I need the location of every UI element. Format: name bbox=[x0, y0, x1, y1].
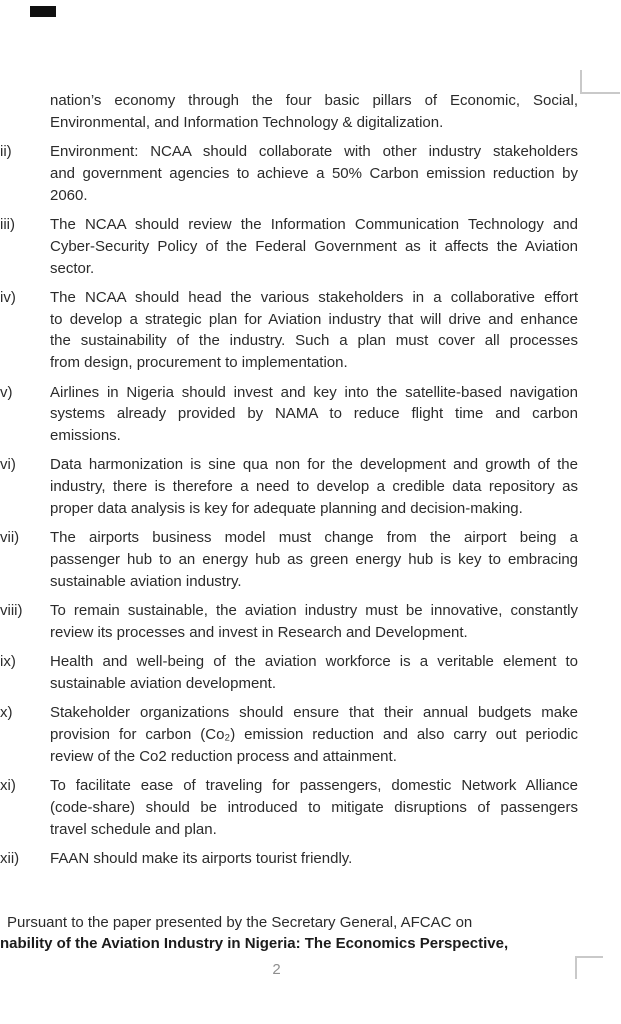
text-line: provision for carbon (Co₂) emission reduction and also carry out periodic bbox=[50, 726, 578, 744]
text-line: to develop a strategic plan for Aviation industry that will drive and enhance bbox=[50, 310, 578, 328]
text-line: sustainable aviation development. bbox=[50, 675, 276, 693]
list-item-numeral: ii) bbox=[0, 143, 12, 161]
text-line: review its processes and invest in Research and Development. bbox=[50, 624, 468, 642]
list-item-numeral: x) bbox=[0, 704, 13, 722]
text-line: and government agencies to achieve a 50% Carbon emission reduction by bbox=[50, 164, 578, 182]
text-line: Health and well-being of the aviation workforce is a veritable element to bbox=[50, 653, 578, 671]
list-item-numeral: iii) bbox=[0, 215, 15, 233]
list-item bbox=[0, 141, 578, 206]
text-line: Cyber-Security Policy of the Federal Government as it affects the Aviation bbox=[50, 237, 578, 255]
list-item-text bbox=[50, 775, 578, 840]
list-item-text bbox=[50, 287, 578, 374]
list-item-text bbox=[50, 214, 578, 279]
text-line: 2060. bbox=[50, 186, 88, 204]
text-line: travel schedule and plan. bbox=[50, 820, 217, 838]
list-item bbox=[0, 848, 578, 870]
text-line: To facilitate ease of traveling for passengers, domestic Network Alliance bbox=[50, 777, 578, 795]
list-item-text bbox=[50, 600, 578, 644]
text-line: Environment: NCAA should collaborate with other industry stakeholders bbox=[50, 143, 578, 161]
list-item-text bbox=[50, 651, 578, 695]
list-item-numeral: v) bbox=[0, 383, 13, 401]
list-item bbox=[0, 775, 578, 840]
list-item-text bbox=[50, 454, 578, 519]
list-item-numeral: ix) bbox=[0, 653, 16, 671]
text-line: To remain sustainable, the aviation industry must be innovative, constantly bbox=[50, 602, 578, 620]
continuation-paragraph bbox=[50, 90, 578, 134]
scan-artifact-mark bbox=[30, 6, 56, 17]
footnote-line-2: nability of the Aviation Industry in Nigeria: The Economics Perspective, bbox=[0, 935, 509, 952]
text-line: review of the Co2 reduction process and attainment. bbox=[50, 748, 397, 766]
list-item-text bbox=[50, 527, 578, 592]
list-item bbox=[0, 382, 578, 447]
list-item-text bbox=[50, 141, 578, 206]
list-item-numeral: iv) bbox=[0, 288, 16, 306]
text-line: (code-share) should be introduced to mitigate disruptions of passengers bbox=[50, 799, 578, 817]
list-item-text bbox=[50, 848, 578, 870]
list-item-numeral: viii) bbox=[0, 602, 23, 620]
footnote-line-1: Pursuant to the paper presented by the Secretary General, AFCAC on bbox=[7, 914, 473, 931]
page-content bbox=[0, 90, 578, 878]
text-line: proper data analysis is key for adequate planning and decision-making. bbox=[50, 500, 523, 518]
numbered-list bbox=[0, 141, 578, 870]
text-line: Data harmonization is sine qua non for the development and growth of the bbox=[50, 456, 578, 474]
text-line: The NCAA should head the various stakeholders in a collaborative effort bbox=[50, 288, 578, 306]
list-item bbox=[0, 527, 578, 592]
text-line: nation’s economy through the four basic pillars of Economic, Social, bbox=[50, 92, 578, 109]
list-item-text bbox=[50, 702, 578, 767]
list-item-numeral: xi) bbox=[0, 777, 16, 795]
list-item bbox=[0, 454, 578, 519]
page-number: 2 bbox=[272, 961, 281, 978]
text-line: the sustainability of the industry. Such a plan must cover all processes bbox=[50, 332, 578, 350]
list-item-text bbox=[50, 382, 578, 447]
text-line: The airports business model must change from the airport being a bbox=[50, 529, 578, 547]
text-line: The NCAA should review the Information Communication Technology and bbox=[50, 215, 578, 233]
list-item bbox=[0, 287, 578, 374]
corner-mark-top-right bbox=[580, 70, 620, 94]
list-item bbox=[0, 651, 578, 695]
list-item bbox=[0, 214, 578, 279]
text-line: FAAN should make its airports tourist friendly. bbox=[50, 850, 353, 868]
text-line: Stakeholder organizations should ensure that their annual budgets make bbox=[50, 704, 578, 722]
text-line: passenger hub to an energy hub as green energy hub is key to embracing bbox=[50, 551, 578, 569]
corner-mark-bottom-right bbox=[575, 956, 603, 979]
footnote bbox=[0, 912, 560, 954]
text-line: industry, there is therefore a need to develop a credible data repository as bbox=[50, 478, 578, 496]
text-line: emissions. bbox=[50, 427, 121, 445]
text-line: systems already provided by NAMA to reduce flight time and carbon bbox=[50, 405, 578, 423]
list-item bbox=[0, 600, 578, 644]
list-item-numeral: xii) bbox=[0, 850, 20, 868]
list-item-numeral: vi) bbox=[0, 456, 16, 474]
text-line: Environmental, and Information Technology & digitalization. bbox=[50, 113, 444, 131]
list-item bbox=[0, 702, 578, 767]
text-line: Airlines in Nigeria should invest and key into the satellite-based navigation bbox=[50, 383, 578, 401]
list-item-numeral: vii) bbox=[0, 529, 20, 547]
text-line: from design, procurement to implementation. bbox=[50, 354, 348, 372]
text-line: sustainable aviation industry. bbox=[50, 572, 242, 590]
text-line: sector. bbox=[50, 259, 95, 277]
